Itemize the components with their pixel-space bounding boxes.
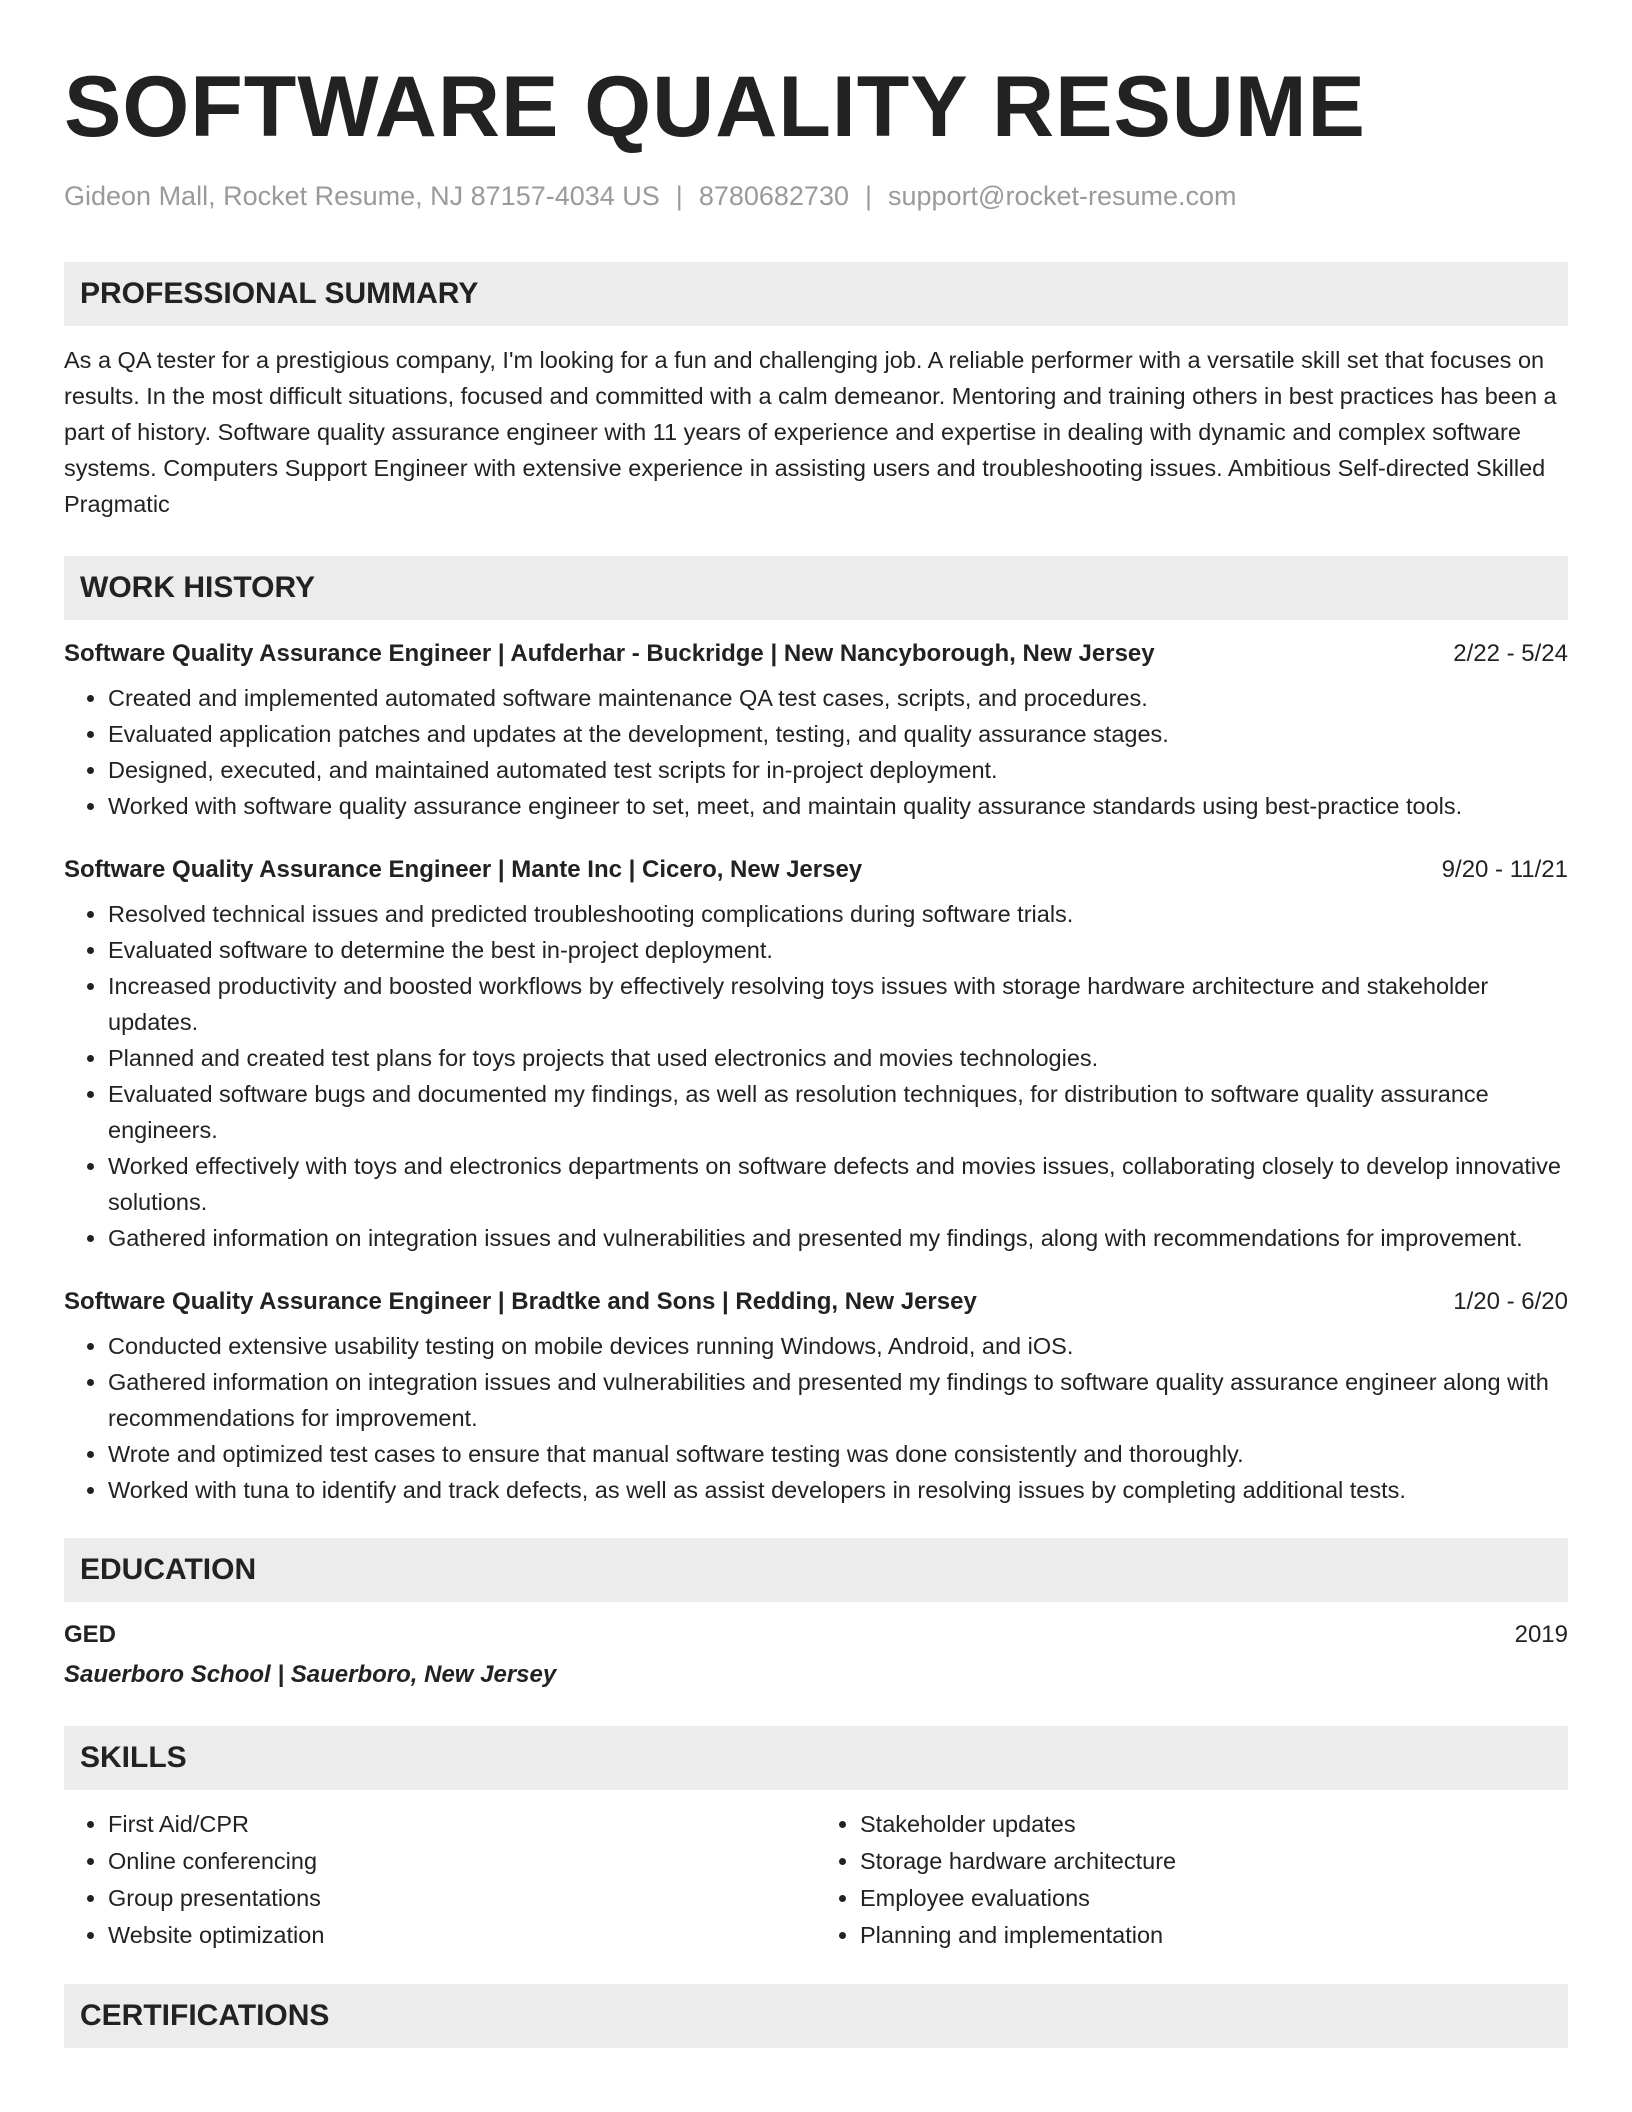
job-title: Software Quality Assurance Engineer | Aufderhar - Buckridge | New Nancyborough, New Jersey: [64, 640, 1155, 667]
contact-separator: |: [675, 181, 683, 211]
job-title: Software Quality Assurance Engineer | Mante Inc | Cicero, New Jersey: [64, 856, 863, 883]
skill-item: • Online conferencing: [108, 1843, 816, 1880]
job-bullets: [64, 680, 1568, 824]
education-degree: GED: [64, 1621, 117, 1648]
contact-line: [64, 178, 1568, 214]
job-bullet: • Worked with software quality assurance engineer to set, meet, and maintain quality assurance standards using best-practice tools.: [108, 788, 1568, 824]
resume-title: SOFTWARE QUALITY RESUME: [64, 59, 1366, 155]
education-entry: [64, 1618, 1568, 1692]
job-dates: 1/20 - 6/20: [1453, 1288, 1568, 1315]
work-history-heading: WORK HISTORY: [64, 556, 1568, 620]
skill-item: • Employee evaluations: [860, 1880, 1568, 1917]
skill-item: • Group presentations: [108, 1880, 816, 1917]
skill-item: • Website optimization: [108, 1917, 816, 1954]
skill-item: • Planning and implementation: [860, 1917, 1568, 1954]
skills-column-left: [64, 1806, 816, 1954]
job-header: [64, 854, 1568, 886]
job-bullet: • Created and implemented automated software maintenance QA test cases, scripts, and procedures.: [108, 680, 1568, 716]
job-bullets: [64, 896, 1568, 1256]
job-entry: [64, 638, 1568, 824]
job-bullet: • Conducted extensive usability testing on mobile devices running Windows, Android, and iOS.: [108, 1328, 1568, 1364]
education-heading: EDUCATION: [64, 1538, 1568, 1602]
job-bullet: • Evaluated software to determine the best in-project deployment.: [108, 932, 1568, 968]
skill-item: • Storage hardware architecture: [860, 1843, 1568, 1880]
contact-email: support@rocket-resume.com: [888, 181, 1237, 211]
skill-item: • Stakeholder updates: [860, 1806, 1568, 1843]
job-bullet: • Evaluated software bugs and documented my findings, as well as resolution techniques, for distribution to software quality assurance engineers.: [108, 1076, 1568, 1148]
education-header: [64, 1618, 1568, 1652]
job-bullet: • Gathered information on integration issues and vulnerabilities and presented my findings, along with recommendations for improvement.: [108, 1220, 1568, 1256]
contact-separator: |: [864, 181, 872, 211]
contact-phone: 8780682730: [698, 181, 849, 211]
job-bullet: • Evaluated application patches and updates at the development, testing, and quality assurance stages.: [108, 716, 1568, 752]
job-bullet: • Gathered information on integration issues and vulnerabilities and presented my findings to software quality assurance engineer along with recommendations for improvement.: [108, 1364, 1568, 1436]
job-bullet: • Increased productivity and boosted workflows by effectively resolving toys issues with storage hardware architecture and stakeholder updates.: [108, 968, 1568, 1040]
summary-heading: PROFESSIONAL SUMMARY: [64, 262, 1568, 326]
job-dates: 9/20 - 11/21: [1441, 856, 1568, 883]
job-bullet: • Planned and created test plans for toys projects that used electronics and movies technologies.: [108, 1040, 1568, 1076]
certifications-heading: CERTIFICATIONS: [64, 1984, 1568, 2048]
education-year: 2019: [1514, 1621, 1568, 1648]
job-bullet: • Resolved technical issues and predicted troubleshooting complications during software trials.: [108, 896, 1568, 932]
job-title: Software Quality Assurance Engineer | Bradtke and Sons | Redding, New Jersey: [64, 1288, 977, 1315]
skills-column-right: [816, 1806, 1568, 1954]
contact-address: Gideon Mall, Rocket Resume, NJ 87157-4034 US: [64, 181, 660, 211]
skill-item: • First Aid/CPR: [108, 1806, 816, 1843]
job-entry: [64, 1286, 1568, 1508]
job-bullet: • Worked with tuna to identify and track defects, as well as assist developers in resolving issues by completing additional tests.: [108, 1472, 1568, 1508]
job-bullets: [64, 1328, 1568, 1508]
job-bullet: • Worked effectively with toys and electronics departments on software defects and movies issues, collaborating closely to develop innovative solutions.: [108, 1148, 1568, 1220]
education-school: Sauerboro School | Sauerboro, New Jersey: [64, 1661, 557, 1688]
job-header: [64, 1286, 1568, 1318]
skills-list: [64, 1790, 1568, 1954]
skills-heading: SKILLS: [64, 1726, 1568, 1790]
job-bullet: • Designed, executed, and maintained automated test scripts for in-project deployment.: [108, 752, 1568, 788]
job-dates: 2/22 - 5/24: [1453, 640, 1568, 667]
job-entry: [64, 854, 1568, 1256]
job-bullet: • Wrote and optimized test cases to ensure that manual software testing was done consistently and thoroughly.: [108, 1436, 1568, 1472]
summary-text: As a QA tester for a prestigious company, I'm looking for a fun and challenging job. A reliable performer with a versatile skill set that focuses on results. In the most difficult situations, focused and committed with a calm demeanor. Mentoring and training others in best practices has been a part of history. Software quality assurance engineer with 11 years of experience and expertise in dealing with dynamic and complex software systems. Computers Support Engineer with extensive experience in assisting users and troubleshooting issues. Ambitious Self-directed Skilled Pragmatic: [64, 347, 1557, 517]
job-header: [64, 638, 1568, 670]
